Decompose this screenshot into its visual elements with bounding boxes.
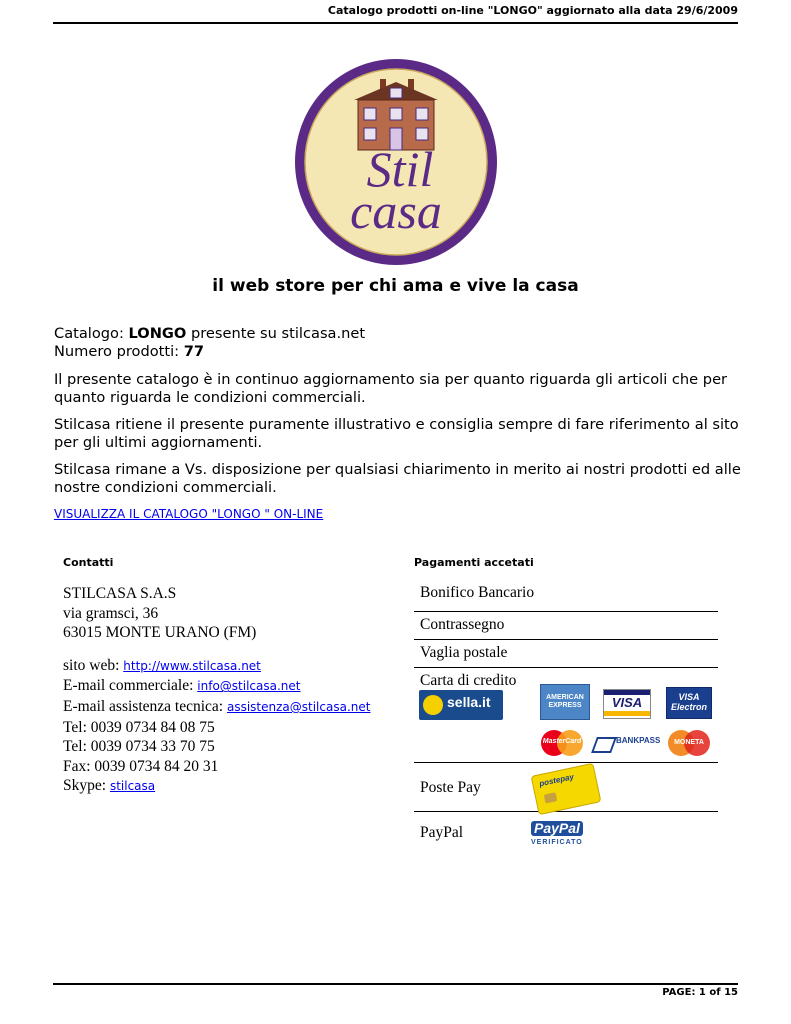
skype-label: Skype:: [63, 777, 107, 795]
logo-word-stil: Stil: [366, 141, 434, 197]
intro-paragraph: Stilcasa ritiene il presente puramente illustrativo e consiglia sempre di fare riferimento al sito per gli ultimi aggiornamenti.: [54, 416, 739, 451]
visa-logo: [603, 689, 651, 719]
company-name: STILCASA S.A.S: [63, 585, 177, 602]
header-divider: [53, 22, 738, 24]
paypal-verified-text: VERIFICATO: [531, 839, 583, 846]
visa-text: VISA: [611, 695, 643, 710]
payment-paypal: PayPal: [420, 824, 464, 841]
page-number: PAGE: 1 of 15: [662, 987, 738, 998]
contacts-title: Contatti: [63, 556, 114, 569]
catalog-label: Catalogo:: [54, 325, 124, 342]
payment-contrassegno: Contrassegno: [420, 616, 505, 633]
footer-divider: [53, 983, 738, 985]
catalog-meta: [54, 325, 744, 361]
intro-paragraph: Stilcasa rimane a Vs. disposizione per qualsiasi chiarimento in merito ai nostri prodotti ed alle nostre condizioni commerciali.: [54, 461, 741, 496]
mastercard-text: MasterCard: [542, 738, 582, 745]
contacts-block: [63, 584, 393, 797]
payment-row-bonifico: [414, 579, 718, 612]
fax: Fax: 0039 0734 84 20 31: [63, 757, 219, 775]
stilcasa-logo: [292, 56, 500, 268]
page-header-text: Catalogo prodotti on-line "LONGO" aggiornato alla data 29/6/2009: [327, 4, 738, 17]
payments-title: Pagamenti accetati: [414, 556, 534, 569]
sella-logo: [419, 690, 503, 720]
visa-electron-logo: [666, 687, 712, 719]
intro-section: [54, 325, 744, 506]
phone-2: Tel: 0039 0734 33 70 75: [63, 738, 215, 756]
product-count: 77: [183, 343, 205, 360]
site-label: sito web:: [63, 656, 120, 674]
paypal-verified-logo: [531, 820, 597, 848]
logo-word-casa: casa: [350, 183, 442, 239]
skype-link[interactable]: stilcasa: [109, 779, 156, 794]
street-address: via gramsci, 36: [63, 604, 159, 622]
paypal-logo-text: PayPal: [531, 821, 583, 836]
payment-row-contrassegno: [414, 612, 718, 640]
email-commercial-label: E-mail commerciale:: [63, 677, 194, 695]
city-address: 63015 MONTE URANO (FM): [63, 624, 257, 642]
intro-paragraph: Il presente catalogo è in continuo aggiornamento sia per quanto riguarda gli articoli che per quanto riguarda le condizioni commerciali.: [54, 371, 728, 406]
visa-electron-line-1: VISA: [678, 692, 700, 702]
sella-logo-text: sella.it: [447, 694, 491, 710]
payment-postepay: Poste Pay: [420, 779, 481, 796]
email-commercial-link[interactable]: info@stilcasa.net: [197, 679, 301, 694]
view-catalog-link[interactable]: VISUALIZZA IL CATALOGO "LONGO " ON-LINE: [54, 507, 324, 521]
catalog-suffix: presente su stilcasa.net: [190, 325, 366, 342]
phone-1: Tel: 0039 0734 84 08 75: [63, 718, 215, 736]
product-count-label: Numero prodotti:: [54, 343, 180, 360]
visa-electron-line-2: Electron: [670, 702, 707, 712]
amex-line-1: AMERICAN: [546, 694, 584, 701]
bankpass-logo: [594, 734, 660, 754]
catalog-name: LONGO: [128, 325, 187, 342]
bankpass-text: BANKPASS: [616, 736, 661, 745]
payment-row-postepay: [414, 763, 718, 812]
website-link[interactable]: http://www.stilcasa.net: [123, 658, 261, 673]
postepay-card-text: postepay: [538, 772, 575, 789]
postepay-card-logo: [531, 763, 602, 815]
payment-carta: Carta di credito: [420, 672, 517, 689]
mastercard-logo: [539, 730, 585, 756]
payment-row-carta: [414, 668, 718, 763]
payment-vaglia: Vaglia postale: [420, 644, 508, 661]
moneta-logo: [666, 730, 712, 756]
payment-bonifico: Bonifico Bancario: [420, 584, 535, 601]
moneta-text: MONETA: [674, 739, 704, 746]
amex-line-2: EXPRESS: [548, 702, 582, 709]
email-assist-link[interactable]: assistenza@stilcasa.net: [226, 699, 371, 714]
payment-row-paypal: [414, 812, 718, 856]
amex-logo: [540, 684, 590, 720]
payment-row-vaglia: [414, 640, 718, 668]
email-assist-label: E-mail assistenza tecnica:: [63, 697, 224, 715]
payments-table: [414, 579, 718, 856]
tagline: il web store per chi ama e vive la casa: [212, 276, 579, 296]
